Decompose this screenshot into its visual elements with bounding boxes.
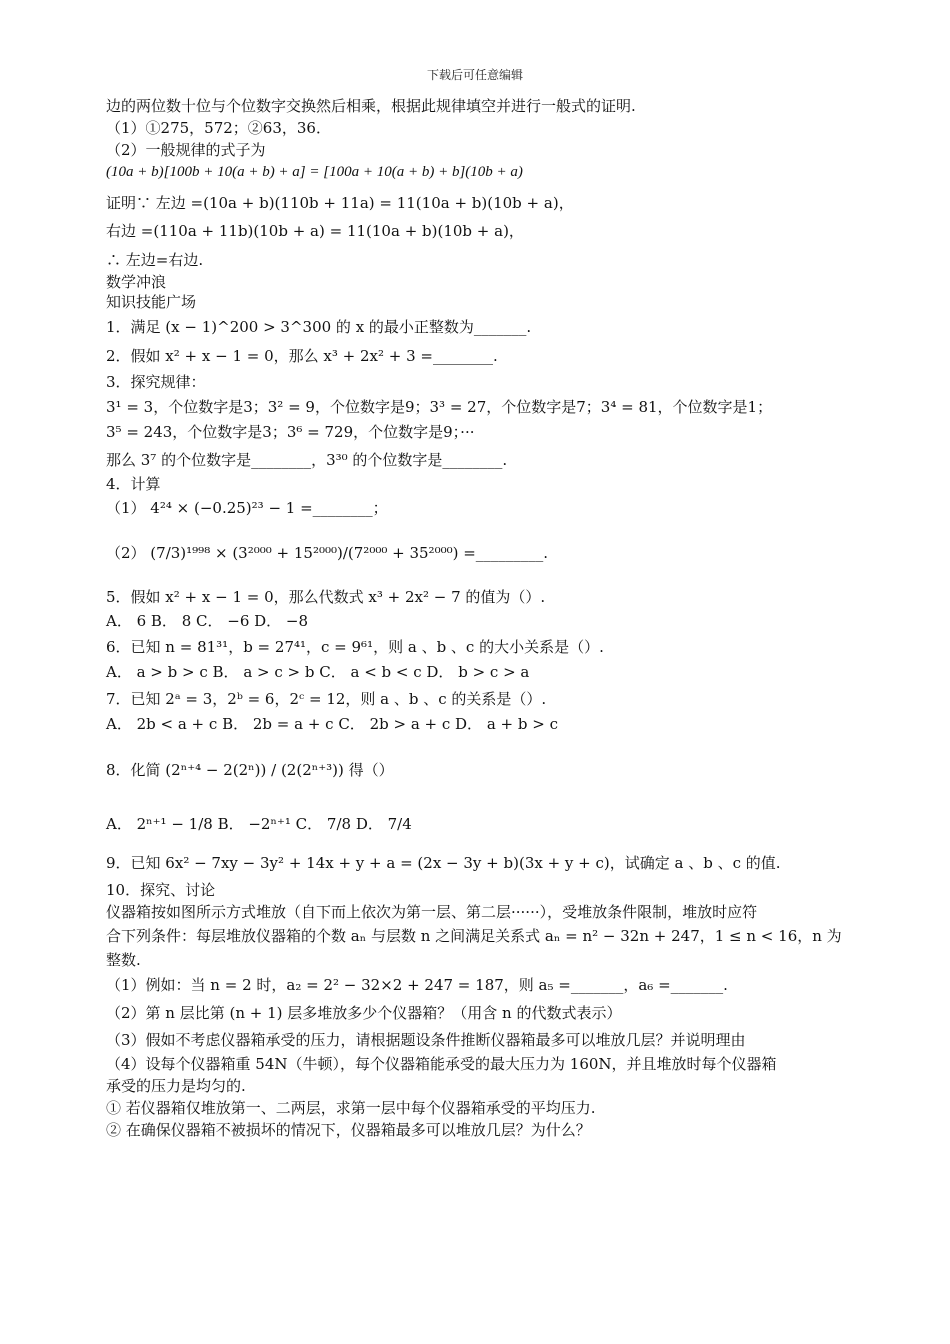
question-10-part-4a: （4）设每个仪器箱重 54N（牛顿），每个仪器箱能承受的最大压力为 160N，并且堆放时每个仪器箱 [106,1055,777,1073]
question-10-part-4b: 承受的压力是均匀的. [106,1077,246,1095]
question-3: 3．探究规律： [106,373,206,391]
question-6: 6．已知 n = 81³¹，b = 27⁴¹，c = 9⁶¹，则 a 、b 、c 的大小关系是（）. [106,638,604,656]
question-7-options: A． 2b < a + c B． 2b = a + c C． 2b > a + c D． a + b > c [106,715,558,733]
question-10-sub-2: ② 在确保仪器箱不被损坏的情况下，仪器箱最多可以堆放几层？为什么？ [106,1121,591,1139]
question-4-part-1: （1） 4²⁴ × (−0.25)²³ − 1 =________； [106,499,388,517]
question-10: 10．探究、讨论 [106,881,216,899]
question-2: 2．假如 x² + x − 1 = 0，那么 x³ + 2x² + 3 =________. [106,347,498,365]
section-title-math-surf: 数学冲浪 [106,273,167,291]
question-10-sub-1: ① 若仪器箱仅堆放第一、二两层，求第一层中每个仪器箱承受的平均压力. [106,1099,596,1117]
section-title-skills: 知识技能广场 [106,293,197,311]
question-5-options: A． 6 B． 8 C． −6 D． −8 [106,612,309,630]
question-7: 7．已知 2ᵃ = 3，2ᵇ = 6，2ᶜ = 12，则 a 、b 、c 的关系是（）. [106,690,547,708]
question-3-pattern-b: 3⁵ = 243，个位数字是3；3⁶ = 729，个位数字是9；··· [106,423,475,441]
proof-conclusion: ∴ 左边=右边. [106,251,204,269]
page-header-watermark: 下载后可任意编辑 [426,68,523,82]
question-3-pattern-a: 3¹ = 3，个位数字是3；3² = 9，个位数字是9；3³ = 27，个位数字是7；3⁴ = 81，个位数字是1； [106,398,773,416]
question-9: 9．已知 6x² − 7xy − 3y² + 14x + y + a = (2x − 3y + b)(3x + y + c)，试确定 a 、b 、c 的值. [106,854,781,872]
general-formula: (10a + b)[100b + 10(a + b) + a] = [100a + 10(a + b) + b](10b + a) [106,164,523,180]
question-8-options: A． 2ⁿ⁺¹ − 1/8 B． −2ⁿ⁺¹ C． 7/8 D． 7/4 [106,815,412,833]
proof-left-side: 证明∵ 左边 =(10a + b)(110b + 11a) = 11(10a + b)(10b + a)， [106,194,574,212]
question-10-desc-b: 合下列条件：每层堆放仪器箱的个数 aₙ 与层数 n 之间满足关系式 aₙ = n² − 32n + 247，1 ≤ n < 16，n 为 [106,927,842,945]
question-10-part-1: （1）例如：当 n = 2 时，a₂ = 2² − 32×2 + 247 = 187，则 a₅ =_______，a₆ =_______. [106,976,728,994]
intro-line: 边的两位数十位与个位数字交换然后相乘，根据此规律填空并进行一般式的证明. [106,97,636,115]
question-10-desc-c: 整数. [106,951,141,969]
question-1: 1．满足 (x − 1)^200 > 3^300 的 x 的最小正整数为_______. [106,318,532,336]
question-10-part-3: （3）假如不考虑仪器箱承受的压力，请根据题设条件推断仪器箱最多可以堆放几层？并说明理由 [106,1031,746,1049]
question-10-desc-a: 仪器箱按如图所示方式堆放（自下而上依次为第一层、第二层······），受堆放条件限制，堆放时应符 [106,903,758,921]
question-5: 5．假如 x² + x − 1 = 0，那么代数式 x³ + 2x² − 7 的值为（）. [106,588,546,606]
question-6-options: A． a > b > c B． a > c > b C． a < b < c D． b > c > a [106,663,530,681]
question-3-ask: 那么 3⁷ 的个位数字是________，3³⁰ 的个位数字是________. [106,451,508,469]
question-8: 8．化简 (2ⁿ⁺⁴ − 2(2ⁿ)) / (2(2ⁿ⁺³)) 得（） [106,761,394,779]
question-10-part-2: （2）第 n 层比第 (n + 1) 层多堆放多少个仪器箱？（用含 n 的代数式表示） [106,1004,622,1022]
proof-right-side: 右边 =(110a + 11b)(10b + a) = 11(10a + b)(10b + a)， [106,222,524,240]
answer-1-line: （1）①275，572；②63，36． [106,119,331,137]
question-4-part-2: （2） (7/3)¹⁹⁹⁸ × (3²⁰⁰⁰ + 15²⁰⁰⁰)/(7²⁰⁰⁰ + 35²⁰⁰⁰) =_________. [106,544,549,562]
answer-2-heading: （2）一般规律的式子为 [106,141,266,159]
question-4: 4．计算 [106,475,161,493]
